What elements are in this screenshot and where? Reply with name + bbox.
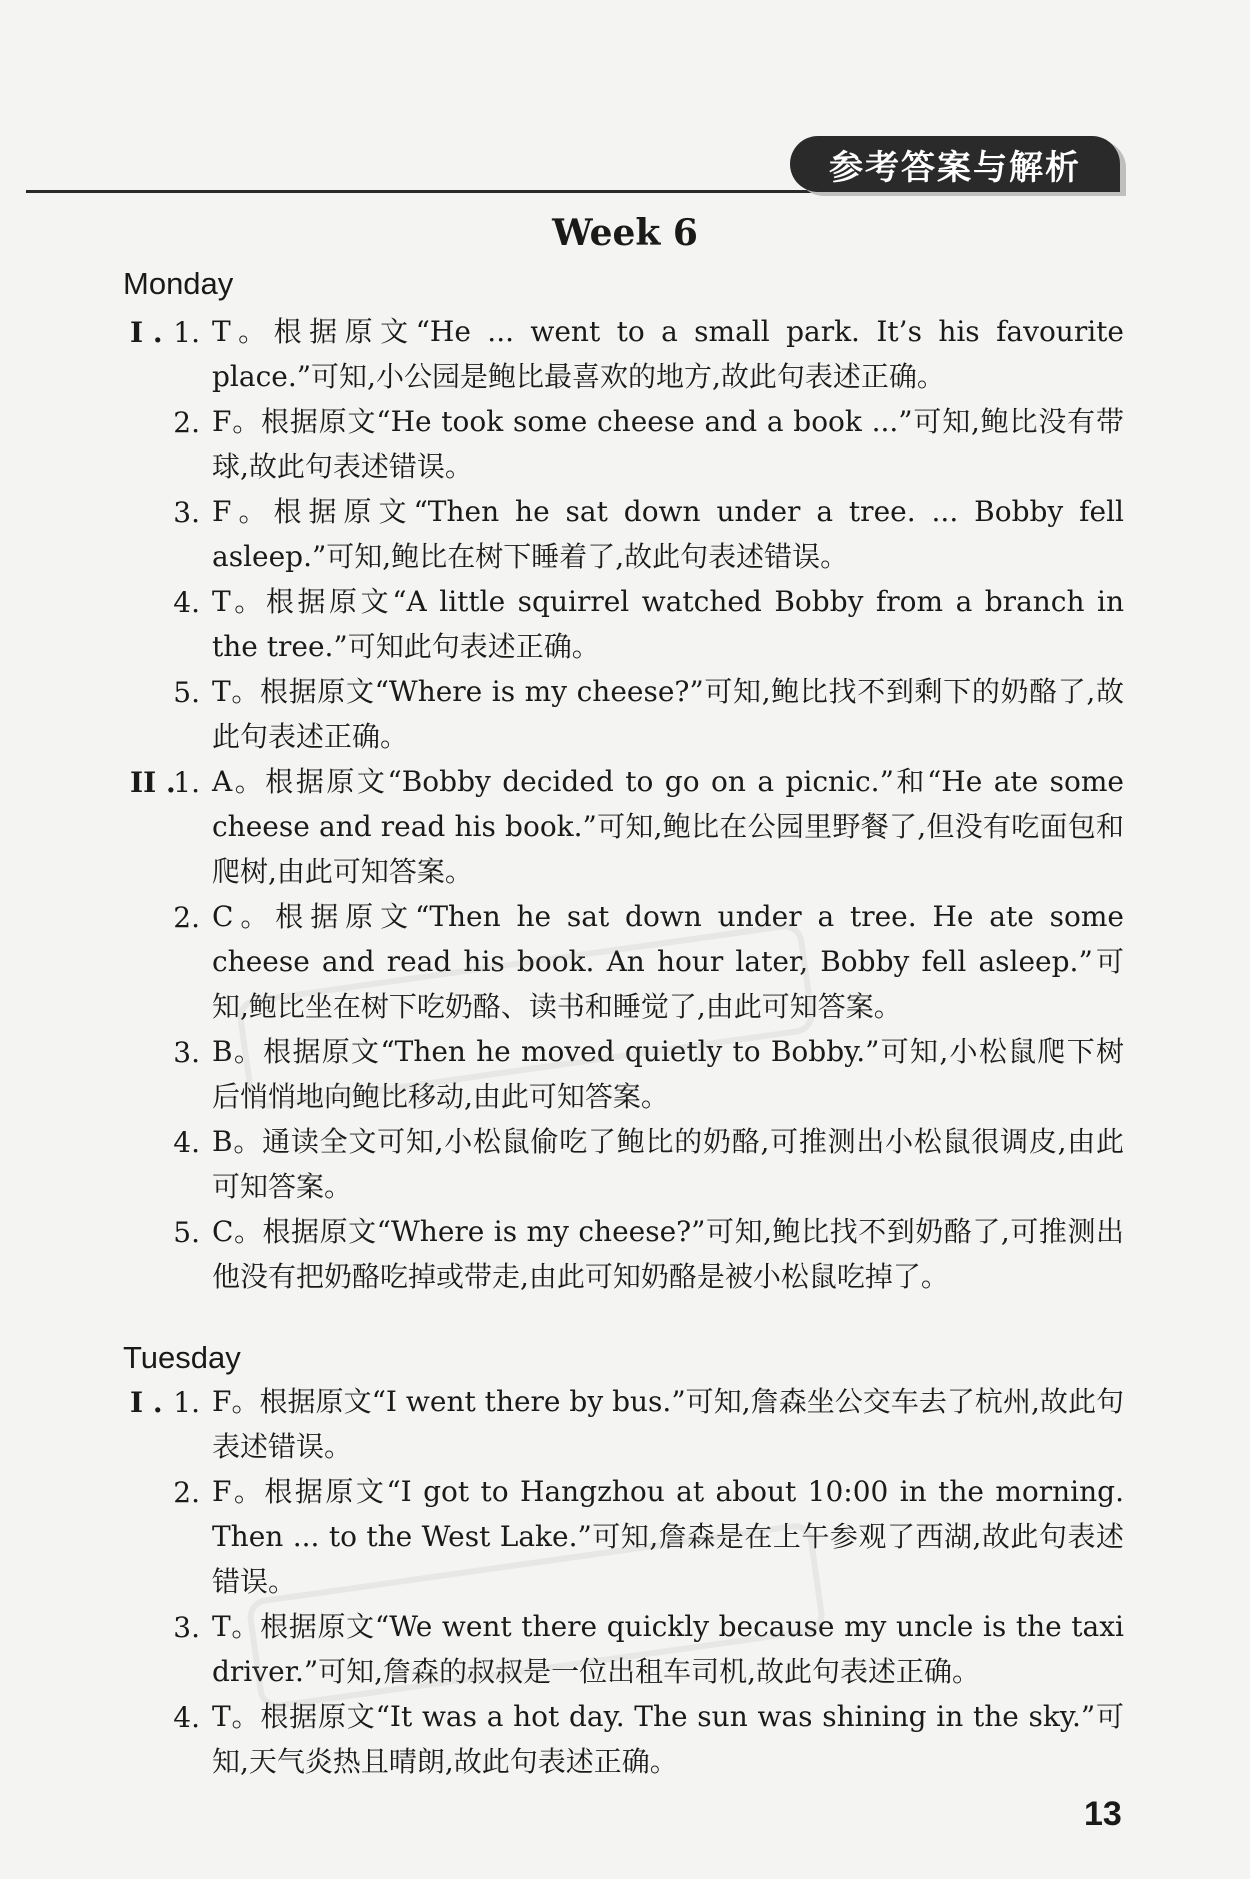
page-title: Week 6 [552, 212, 698, 254]
item-text: F。根据原文“I went there by bus.”可知,詹森坐公交车去了杭州,故此句表述错误。 [212, 1385, 1124, 1463]
item-number: 3. [173, 1036, 200, 1069]
header-badge: 参考答案与解析 [790, 136, 1120, 192]
item-number: 4. [173, 586, 200, 619]
section-tuesday: Tuesday [123, 1340, 241, 1375]
item-number: 3. [173, 496, 200, 529]
item-number: 5. [173, 676, 200, 709]
item-number: 3. [173, 1611, 200, 1644]
item-text: B。通读全文可知,小松鼠偷吃了鲍比的奶酪,可推测出小松鼠很调皮,由此可知答案。 [212, 1125, 1124, 1203]
page-number: 13 [1084, 1795, 1122, 1833]
item-text: F。根据原文“He took some cheese and a book ...”可知,鲍比没有带球,故此句表述错误。 [212, 405, 1124, 483]
item-text: B。根据原文“Then he moved quietly to Bobby.”可知,小松鼠爬下树后悄悄地向鲍比移动,由此可知答案。 [212, 1035, 1124, 1113]
item-text: T。根据原文“It was a hot day. The sun was shining in the sky.”可知,天气炎热且晴朗,故此句表述正确。 [212, 1700, 1124, 1778]
item-number: 2. [173, 1476, 200, 1509]
item-text: T。根据原文“A little squirrel watched Bobby from a branch in the tree.”可知此句表述正确。 [212, 585, 1124, 663]
roman-numeral: I . [130, 1386, 163, 1419]
item-text: T。根据原文“We went there quickly because my uncle is the taxi driver.”可知,詹森的叔叔是一位出租车司机,故此句表述正确。 [212, 1610, 1124, 1688]
item-number: 4. [173, 1701, 200, 1734]
item-number: 4. [173, 1126, 200, 1159]
item-number: 1. [173, 766, 200, 799]
item-text: F。根据原文“I got to Hangzhou at about 10:00 in the morning. Then ... to the West Lake.”可知,詹森是在上午参观了西湖,故此句表述错误。 [212, 1475, 1124, 1598]
item-text: C。根据原文“Where is my cheese?”可知,鲍比找不到奶酪了,可推测出他没有把奶酪吃掉或带走,由此可知奶酪是被小松鼠吃掉了。 [212, 1215, 1124, 1293]
item-text: T。根据原文“Where is my cheese?”可知,鲍比找不到剩下的奶酪了,故此句表述正确。 [212, 675, 1124, 753]
item-number: 1. [173, 1386, 200, 1419]
item-text: T。根据原文“He ... went to a small park. It’s his favourite place.”可知,小公园是鲍比最喜欢的地方,故此句表述正确。 [212, 315, 1124, 393]
item-number: 5. [173, 1216, 200, 1249]
roman-numeral: I . [130, 316, 163, 349]
item-text: C。根据原文“Then he sat down under a tree. He ate some cheese and read his book. An hour later, Bobby fell asleep.”可知,鲍比坐在树下吃奶酪、读书和睡觉了,由此可知答案。 [212, 900, 1124, 1023]
item-text: F。根据原文“Then he sat down under a tree. ... Bobby fell asleep.”可知,鲍比在树下睡着了,故此句表述错误。 [212, 495, 1124, 573]
item-number: 2. [173, 406, 200, 439]
item-number: 1. [173, 316, 200, 349]
roman-numeral: II . [130, 766, 176, 799]
item-text: A。根据原文“Bobby decided to go on a picnic.”和“He ate some cheese and read his book.”可知,鲍比在公园里野餐了,但没有吃面包和爬树,由此可知答案。 [212, 765, 1124, 888]
section-monday: Monday [123, 266, 234, 301]
item-number: 2. [173, 901, 200, 934]
